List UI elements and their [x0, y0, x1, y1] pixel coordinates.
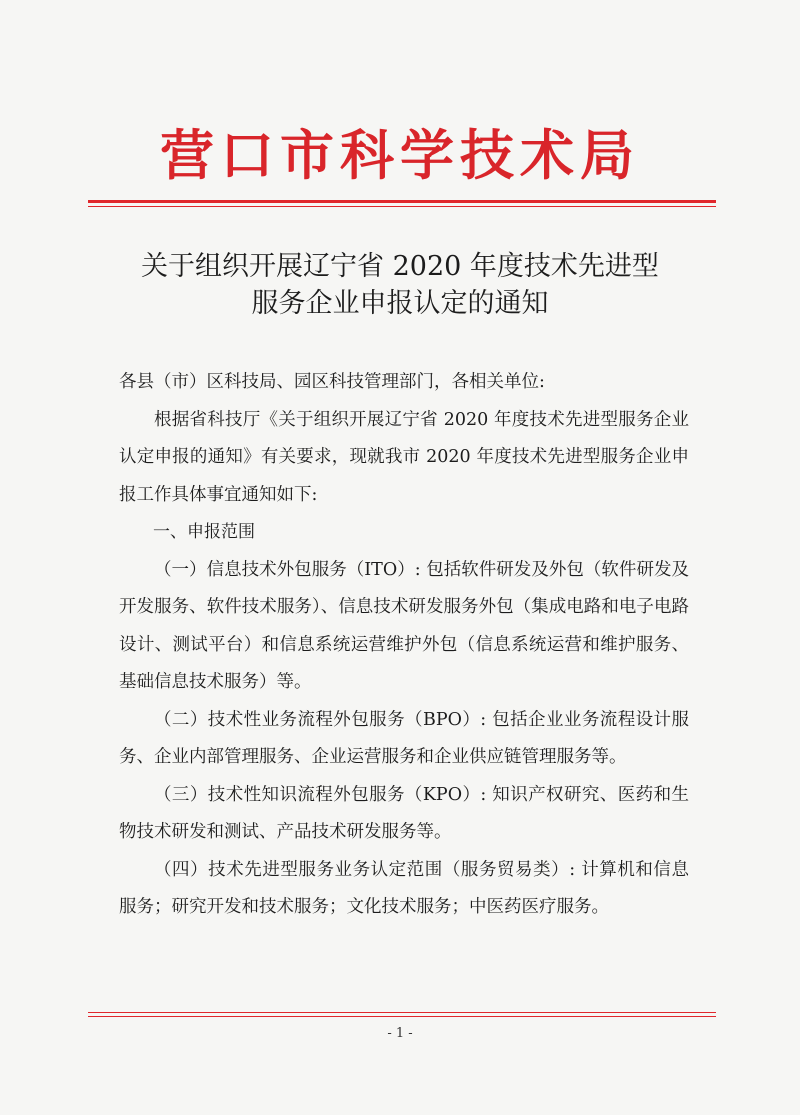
- salutation: 各县（市）区科技局、园区科技管理部门，各相关单位:: [119, 372, 545, 392]
- red-divider-top-thin: [88, 206, 716, 207]
- intro-paragraph: 根据省科技厅《关于组织开展辽宁省 2020 年度技术先进型服务企业认定申报的通知》有关要求，现就我市 2020 年度技术先进型服务企业申报工作具体事宜通知如下:: [119, 409, 689, 505]
- red-divider-bottom: [88, 1012, 716, 1013]
- page-number: - 1 -: [387, 1026, 413, 1041]
- notice-title-line-1: 关于组织开展辽宁省 2020 年度技术先进型: [141, 251, 659, 282]
- section-heading: 一、申报范围: [153, 522, 255, 542]
- red-divider-bottom-thin: [88, 1016, 716, 1017]
- scope-item-1: （一）信息技术外包服务（ITO）: 包括软件研发及外包（软件研发及开发服务、软件技术服务）、信息技术研发服务外包（集成电路和电子电路设计、测试平台）和信息系统运营维护外包（信息系统运营和维护服务、基础信息技术服务）等。: [119, 559, 689, 692]
- red-divider-top: [88, 200, 716, 203]
- scope-item-3: （三）技术性知识流程外包服务（KPO）: 知识产权研究、医药和生物技术研发和测试、产品技术研发服务等。: [119, 784, 689, 842]
- notice-body: [119, 364, 689, 927]
- scope-item-4: （四）技术先进型服务业务认定范围（服务贸易类）: 计算机和信息服务；研究开发和技术服务；文化技术服务；中医药医疗服务。: [119, 859, 689, 917]
- agency-letterhead: 营口市科学技术局: [160, 123, 640, 187]
- scope-item-2: （二）技术性业务流程外包服务（BPO）: 包括企业业务流程设计服务、企业内部管理服务、企业运营服务和企业供应链管理服务等。: [119, 709, 689, 767]
- notice-title-line-2: 服务企业申报认定的通知: [251, 288, 549, 319]
